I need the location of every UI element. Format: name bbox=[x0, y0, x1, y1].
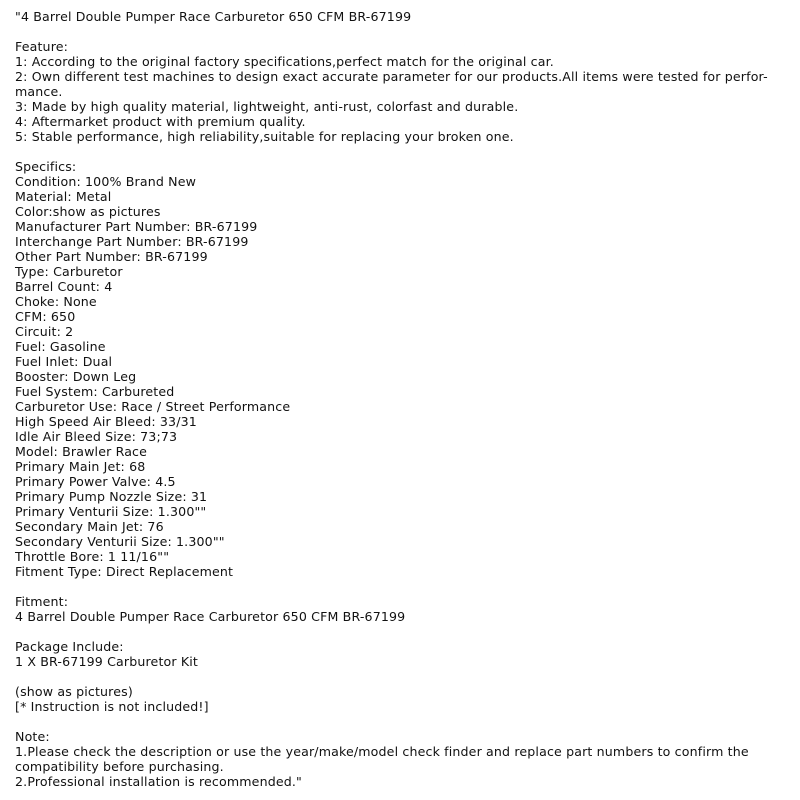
note-item: compatibility before purchasing. bbox=[15, 759, 224, 774]
spacer bbox=[15, 579, 790, 594]
feature-section bbox=[15, 39, 790, 144]
feature-item: 5: Stable performance, high reliability,suitable for replacing your broken one. bbox=[15, 129, 514, 144]
note-item: 2.Professional installation is recommended." bbox=[15, 774, 302, 789]
spec-item: Fuel: Gasoline bbox=[15, 339, 106, 354]
spacer bbox=[15, 624, 790, 639]
extra-section bbox=[15, 684, 790, 714]
spec-item: Booster: Down Leg bbox=[15, 369, 137, 384]
spec-item: Secondary Venturii Size: 1.300"" bbox=[15, 534, 225, 549]
spec-item: Carburetor Use: Race / Street Performance bbox=[15, 399, 291, 414]
feature-heading: Feature: bbox=[15, 39, 69, 54]
spec-item: Color:show as pictures bbox=[15, 204, 161, 219]
spec-item: Condition: 100% Brand New bbox=[15, 174, 197, 189]
spec-item: Circuit: 2 bbox=[15, 324, 74, 339]
instruction-note-text: [* Instruction is not included!] bbox=[15, 699, 209, 714]
spacer bbox=[15, 24, 790, 39]
spacer bbox=[15, 669, 790, 684]
spec-item: Type: Carburetor bbox=[15, 264, 123, 279]
spec-item: Manufacturer Part Number: BR-67199 bbox=[15, 219, 258, 234]
feature-item: 2: Own different test machines to design exact accurate parameter for our products.All items were tested for perfor- bbox=[15, 69, 768, 84]
spec-item: CFM: 650 bbox=[15, 309, 76, 324]
note-section bbox=[15, 729, 790, 789]
spec-item: Idle Air Bleed Size: 73;73 bbox=[15, 429, 178, 444]
spacer bbox=[15, 144, 790, 159]
package-text: 1 X BR-67199 Carburetor Kit bbox=[15, 654, 199, 669]
spec-item: Fuel Inlet: Dual bbox=[15, 354, 113, 369]
spec-item: Choke: None bbox=[15, 294, 97, 309]
fitment-section bbox=[15, 594, 790, 624]
spec-item: Interchange Part Number: BR-67199 bbox=[15, 234, 249, 249]
note-heading: Note: bbox=[15, 729, 50, 744]
feature-item: 4: Aftermarket product with premium quality. bbox=[15, 114, 306, 129]
specifics-section bbox=[15, 159, 790, 579]
show-as-pictures-text: (show as pictures) bbox=[15, 684, 133, 699]
package-section bbox=[15, 639, 790, 669]
spec-item: Throttle Bore: 1 11/16"" bbox=[15, 549, 170, 564]
spec-item: Secondary Main Jet: 76 bbox=[15, 519, 164, 534]
spacer bbox=[15, 714, 790, 729]
spec-item: Material: Metal bbox=[15, 189, 112, 204]
spec-item: Primary Pump Nozzle Size: 31 bbox=[15, 489, 208, 504]
spec-item: Primary Venturii Size: 1.300"" bbox=[15, 504, 207, 519]
fitment-text: 4 Barrel Double Pumper Race Carburetor 650 CFM BR-67199 bbox=[15, 609, 406, 624]
feature-item: mance. bbox=[15, 84, 63, 99]
spec-item: Primary Power Valve: 4.5 bbox=[15, 474, 176, 489]
fitment-heading: Fitment: bbox=[15, 594, 69, 609]
spec-item: High Speed Air Bleed: 33/31 bbox=[15, 414, 197, 429]
spec-item: Fitment Type: Direct Replacement bbox=[15, 564, 234, 579]
spec-item: Primary Main Jet: 68 bbox=[15, 459, 146, 474]
feature-item: 1: According to the original factory specifications,perfect match for the original car. bbox=[15, 54, 554, 69]
spec-item: Other Part Number: BR-67199 bbox=[15, 249, 208, 264]
spec-item: Barrel Count: 4 bbox=[15, 279, 113, 294]
package-heading: Package Include: bbox=[15, 639, 124, 654]
spec-item: Model: Brawler Race bbox=[15, 444, 148, 459]
product-description bbox=[15, 9, 790, 789]
feature-item: 3: Made by high quality material, lightweight, anti-rust, colorfast and durable. bbox=[15, 99, 519, 114]
specifics-heading: Specifics: bbox=[15, 159, 77, 174]
product-title: "4 Barrel Double Pumper Race Carburetor 650 CFM BR-67199 bbox=[15, 9, 412, 24]
spec-item: Fuel System: Carbureted bbox=[15, 384, 175, 399]
note-item: 1.Please check the description or use the year/make/model check finder and replace part numbers to confirm the bbox=[15, 744, 749, 759]
